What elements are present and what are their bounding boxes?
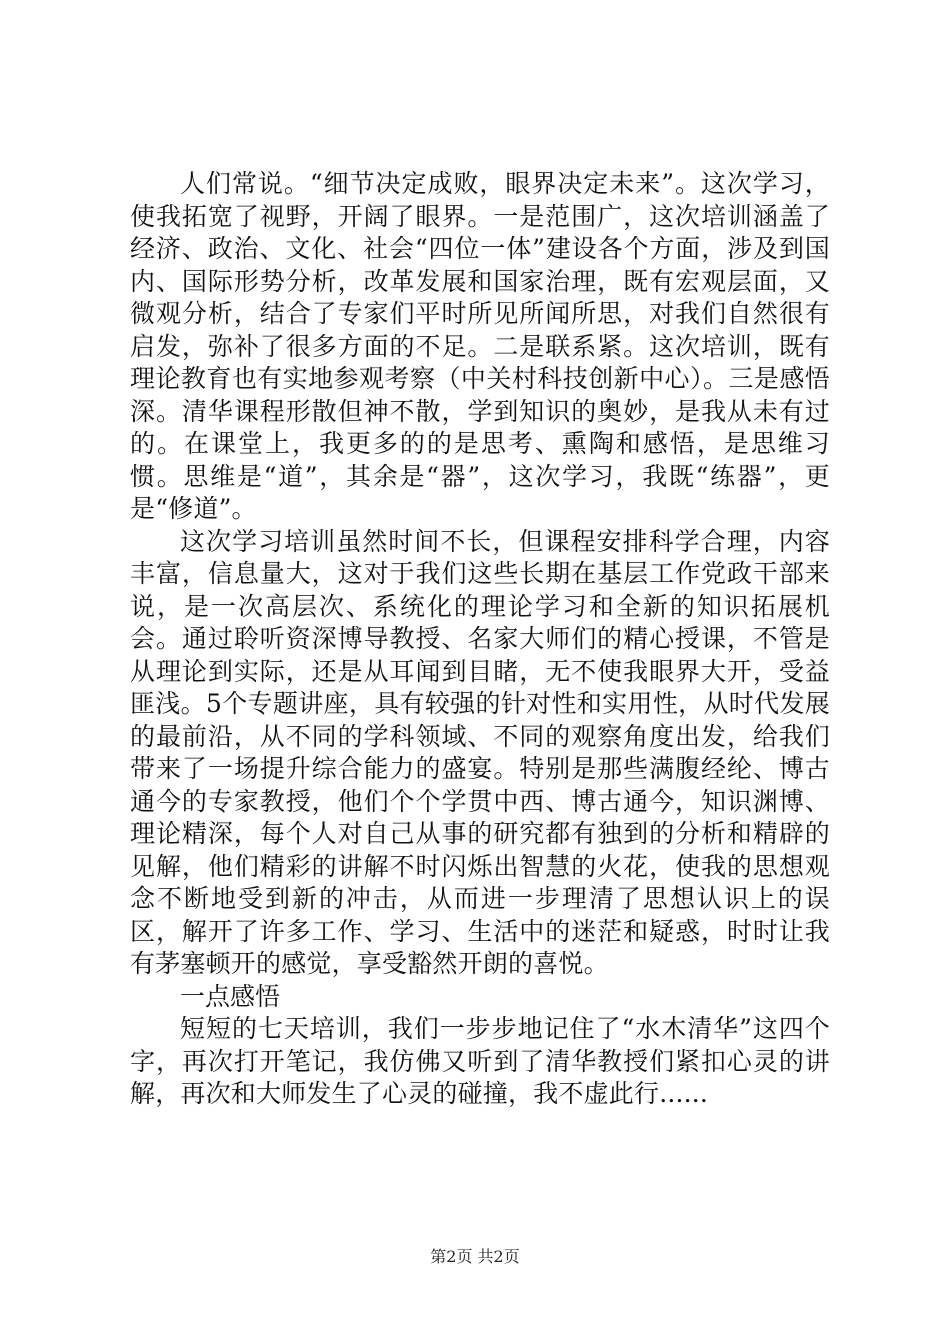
paragraph-2: 这次学习培训虽然时间不长，但课程安排科学合理，内容丰富，信息量大，这对于我们这些长期在基层工作党政干部来说，是一次高层次、系统化的理论学习和全新的知识拓展机会。通过聆听资深博导教授、名家大师们的精心授课，不管是从理论到实际，还是从耳闻到目睹，无不使我眼界大开，受益匪浅。5个专题讲座，具有较强的针对性和实用性，从时代发展的最前沿，从不同的学科领域、不同的观察角度出发，给我们带来了一场提升综合能力的盛宴。特别是那些满腹经纶、博古通今的专家教授，他们个个学贯中西、博古通今，知识渊博、理论精深，每个人对自己从事的研究都有独到的分析和精辟的见解，他们精彩的讲解不时闪烁出智慧的火花，使我的思想观念不断地受到新的冲击，从而进一步理清了思想认识上的误区，解开了许多工作、学习、生活中的迷茫和疑惑，时时让我有茅塞顿开的感觉，享受豁然开朗的喜悦。 <box>130 526 830 978</box>
paragraph-closing: 短短的七天培训，我们一步步地记住了“水木清华”这四个字，再次打开笔记，我仿佛又听到了清华教授们紧扣心灵的讲解，再次和大师发生了心灵的碰撞，我不虚此行...... <box>130 1014 830 1108</box>
document-body <box>130 168 830 1111</box>
page-number-footer: 第2页 共2页 <box>430 1247 520 1266</box>
paragraph-1: 人们常说。“细节决定成败，眼界决定未来”。这次学习，使我拓宽了视野，开阔了眼界。一是范围广，这次培训涵盖了经济、政治、文化、社会“四位一体”建设各个方面，涉及到国内、国际形势分析，改革发展和国家治理，既有宏观层面，又微观分析，结合了专家们平时所见所闻所思，对我们自然很有启发，弥补了很多方面的不足。二是联系紧。这次培训，既有理论教育也有实地参观考察（中关村科技创新中心）。三是感悟深。清华课程形散但神不散，学到知识的奥妙，是我从未有过的。在课堂上，我更多的的是思考、熏陶和感悟，是思维习惯。思维是“道”，其余是“器”，这次学习，我既“练器”，更是“修道”。 <box>130 169 830 523</box>
section-heading: 一点感悟 <box>180 981 281 1011</box>
